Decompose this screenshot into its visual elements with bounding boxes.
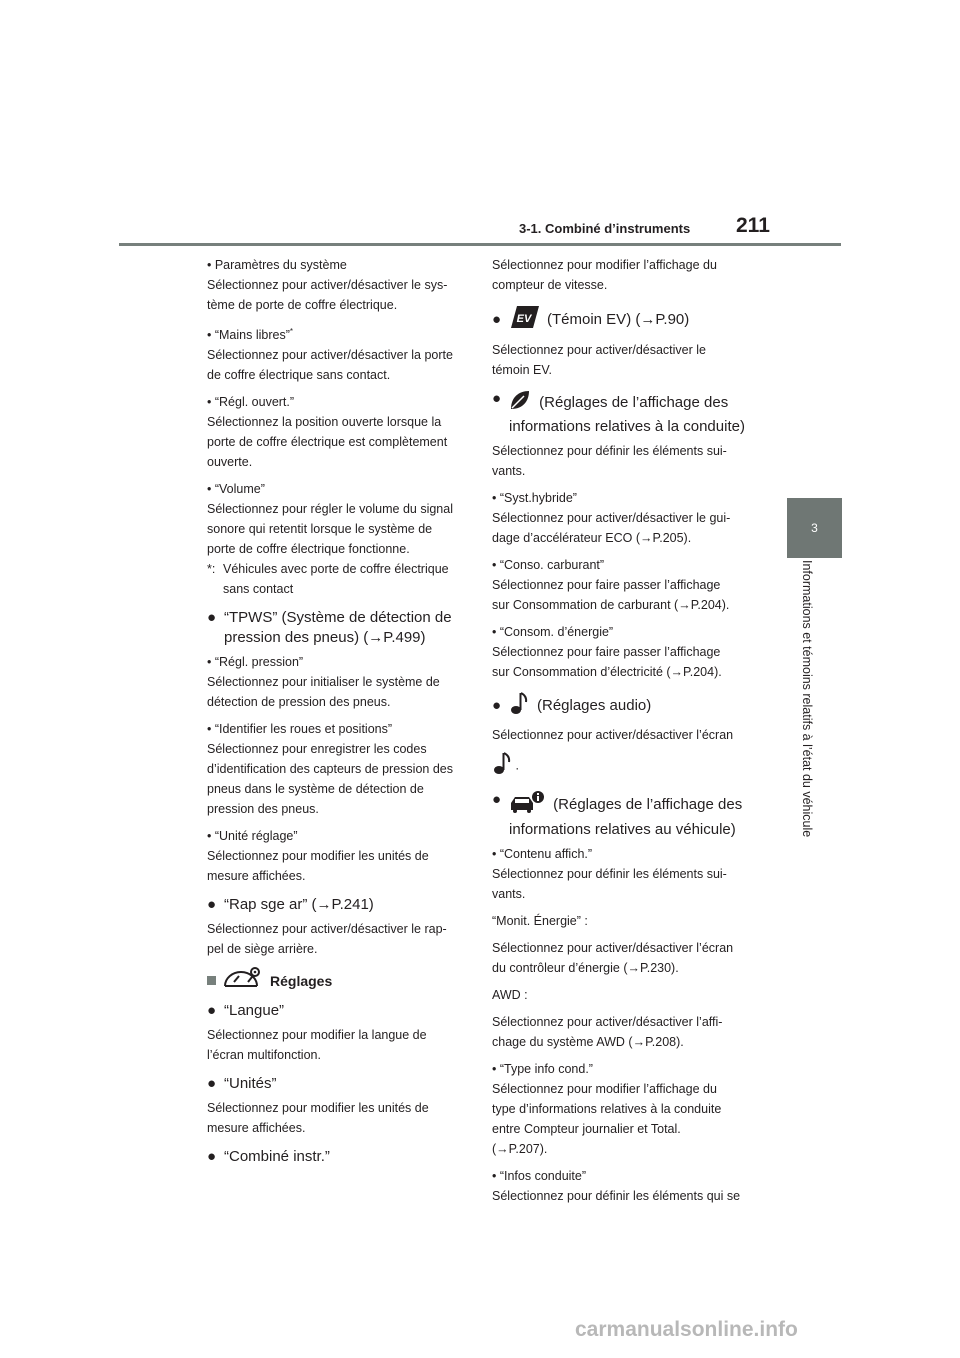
- body-text: Sélectionnez pour modifier l’affichage du: [492, 1082, 717, 1096]
- body-text: Sélectionnez pour modifier la langue de: [207, 1028, 427, 1043]
- car-info-icon: [509, 790, 545, 820]
- body-text: Sélectionnez pour activer/désactiver l’affi-: [492, 1015, 723, 1029]
- bullet-dot: ●: [207, 1002, 217, 1020]
- item-heading-langue: [207, 1001, 465, 1021]
- body-text: porte de coffre électrique est complètement: [207, 435, 448, 450]
- body-text: tème de porte de coffre électrique.: [207, 298, 398, 312]
- footnote-line: sans contact: [223, 582, 294, 597]
- body-text: Sélectionnez pour modifier l’affichage du: [492, 258, 717, 272]
- body-text: Sélectionnez pour définir les éléments sui-: [492, 867, 727, 881]
- sub-title: “Monit. Énergie” :: [492, 914, 588, 928]
- ev-indicator-icon: [509, 304, 541, 336]
- page-number: 211: [736, 214, 770, 237]
- item-heading-drive: [492, 389, 750, 437]
- body-text: l’écran multifonction.: [207, 1048, 321, 1063]
- body-text: Sélectionnez pour activer/désactiver l’écran: [492, 728, 734, 742]
- body-text: Sélectionnez pour régler le volume du signal: [207, 502, 453, 517]
- item-heading-tpws: [207, 608, 465, 648]
- body-text: type d’informations relatives à la conduite: [492, 1102, 722, 1116]
- body-text: porte de coffre électrique fonctionne.: [207, 542, 410, 557]
- body-text: vants.: [492, 887, 526, 901]
- body-text: sur Consommation de carburant (→P.204).: [492, 598, 730, 612]
- body-text: Sélectionnez la position ouverte lorsque la: [207, 415, 442, 430]
- body-text: témoin EV.: [492, 363, 552, 377]
- bullet-dot: ●: [207, 1148, 217, 1166]
- body-text: Sélectionnez pour modifier les unités de: [207, 849, 429, 864]
- body-text: Sélectionnez pour enregistrer les codes: [207, 742, 427, 757]
- body-text: du contrôleur d’énergie (→P.230).: [492, 961, 679, 975]
- bullet-title: • “Syst.hybride”: [492, 491, 577, 505]
- square-marker: [207, 976, 216, 985]
- heading-text: “Combiné instr.”: [224, 1148, 330, 1166]
- right-column: [492, 255, 750, 1206]
- bullet-title: • “Consom. d’énergie”: [492, 625, 614, 639]
- chapter-tab: 3: [787, 498, 842, 558]
- bullet-dot: ●: [492, 311, 502, 328]
- bullet-title: • “Type info cond.”: [492, 1062, 593, 1076]
- bullet-dot: ●: [207, 1075, 217, 1093]
- body-text: détection de pression des pneus.: [207, 695, 391, 710]
- section-title: 3-1. Combiné d’instruments: [519, 221, 691, 236]
- body-text: Sélectionnez pour définir les éléments sui-: [492, 444, 727, 458]
- heading-text: “Unités”: [224, 1075, 277, 1093]
- body-text: Sélectionnez pour faire passer l’affichage: [492, 645, 721, 659]
- body-text: pression des pneus.: [207, 802, 319, 817]
- body-text: Sélectionnez pour définir les éléments qui se: [492, 1189, 741, 1203]
- body-text: Sélectionnez pour modifier les unités de: [207, 1101, 429, 1116]
- footnote: [207, 559, 465, 599]
- body-text: Sélectionnez pour activer/désactiver le rap-: [207, 922, 447, 937]
- bullet-title: [207, 322, 465, 345]
- item-heading-audio: [492, 691, 750, 721]
- bullet-dot: ●: [207, 609, 217, 627]
- heading-line: “TPWS” (Système de détection de: [224, 609, 452, 627]
- body-text: Sélectionnez pour faire passer l’affichage: [492, 578, 721, 592]
- sub-title: AWD :: [492, 988, 528, 1002]
- body-text: Sélectionnez pour activer/désactiver l’écran: [492, 941, 734, 955]
- bullet-title: • “Infos conduite”: [492, 1169, 587, 1183]
- item-heading-rap: [207, 895, 465, 915]
- body-text-with-icon: [492, 751, 750, 781]
- heading-text: [224, 608, 465, 648]
- item-heading-combine: [207, 1147, 465, 1167]
- body-text: Sélectionnez pour activer/désactiver la porte: [207, 348, 453, 363]
- header-rule: [119, 243, 841, 246]
- footnote-line: Véhicules avec porte de coffre électrique: [223, 562, 449, 577]
- heading-line: (Réglages de l’affichage des: [539, 393, 729, 411]
- body-text: sonore qui retentit lorsque le système de: [207, 522, 433, 537]
- bullet-title: • “Régl. ouvert.”: [207, 395, 295, 410]
- heading-line: informations relatives à la conduite): [509, 418, 745, 435]
- bullet-dot: ●: [492, 697, 502, 714]
- body-text: Sélectionnez pour activer/désactiver le: [492, 343, 707, 357]
- footnote-mark: *: [289, 327, 293, 336]
- bullet-dot: ●: [492, 390, 502, 407]
- bullet-title: • “Conso. carburant”: [492, 558, 605, 572]
- section-heading-reglages: [207, 966, 465, 995]
- body-text: sur Consommation d’électricité (→P.204).: [492, 665, 722, 679]
- body-text: (→P.207).: [492, 1142, 548, 1156]
- heading-line: (Réglages de l’affichage des: [553, 795, 743, 813]
- heading-text: (Témoin EV) (→P.90): [547, 311, 690, 328]
- bullet-title: • “Identifier les roues et positions”: [207, 722, 393, 737]
- body-text: Sélectionnez pour activer/désactiver le gui-: [492, 511, 731, 525]
- heading-line: informations relatives au véhicule): [509, 821, 736, 838]
- music-note-icon: [492, 751, 512, 781]
- body-text: Sélectionnez pour initialiser le système de: [207, 675, 440, 690]
- heading-text: [509, 389, 750, 437]
- bullet-title: • “Contenu affich.”: [492, 847, 593, 861]
- body-text: dage d’accélérateur ECO (→P.205).: [492, 531, 692, 545]
- heading-text: [509, 790, 750, 840]
- body-text: ouverte.: [207, 455, 253, 470]
- heading-text: “Langue”: [224, 1002, 285, 1020]
- body-text: de coffre électrique sans contact.: [207, 368, 391, 383]
- period: .: [515, 758, 519, 773]
- heading-text: (Réglages audio): [537, 697, 652, 714]
- item-heading-ev: [492, 304, 750, 336]
- bullet-title: • “Régl. pression”: [207, 655, 304, 670]
- bullet-dot: ●: [492, 791, 502, 808]
- footnote-mark: *:: [207, 562, 216, 577]
- bullet-title: • Paramètres du système: [207, 258, 347, 272]
- bullet-dot: ●: [207, 896, 217, 914]
- item-heading-vehicle: [492, 790, 750, 840]
- bullet-title: • “Unité réglage”: [207, 829, 298, 844]
- left-column: [207, 255, 465, 1167]
- meter-settings-icon: [222, 966, 264, 995]
- body-text: Sélectionnez pour activer/désactiver le sys-: [207, 278, 448, 292]
- body-text: vants.: [492, 464, 526, 478]
- chapter-title: Informations et témoins relatifs à l’état du véhicule: [800, 560, 814, 838]
- chapter-title-vertical: [777, 560, 837, 880]
- heading-line: pression des pneus) (→P.499): [224, 629, 426, 647]
- body-text: d’identification des capteurs de pression des: [207, 762, 453, 777]
- body-text: pel de siège arrière.: [207, 942, 318, 957]
- body-text: mesure affichées.: [207, 869, 306, 884]
- item-heading-unites: [207, 1074, 465, 1094]
- body-text: compteur de vitesse.: [492, 278, 608, 292]
- body-text: pneus dans le système de détection de: [207, 782, 424, 797]
- body-text: mesure affichées.: [207, 1121, 306, 1136]
- leaf-icon: [509, 389, 531, 417]
- bullet-title-text: • “Mains libres”: [207, 328, 290, 343]
- svg-text:EV: EV: [516, 313, 532, 325]
- footnote-text: [223, 559, 449, 599]
- music-note-icon: [509, 691, 529, 721]
- watermark: carmanualsonline.info: [575, 1318, 798, 1341]
- bullet-title: • “Volume”: [207, 482, 265, 497]
- body-text: chage du système AWD (→P.208).: [492, 1035, 684, 1049]
- section-heading-text: Réglages: [270, 972, 333, 989]
- body-text: entre Compteur journalier et Total.: [492, 1122, 681, 1136]
- heading-text: “Rap sge ar” (→P.241): [224, 896, 374, 914]
